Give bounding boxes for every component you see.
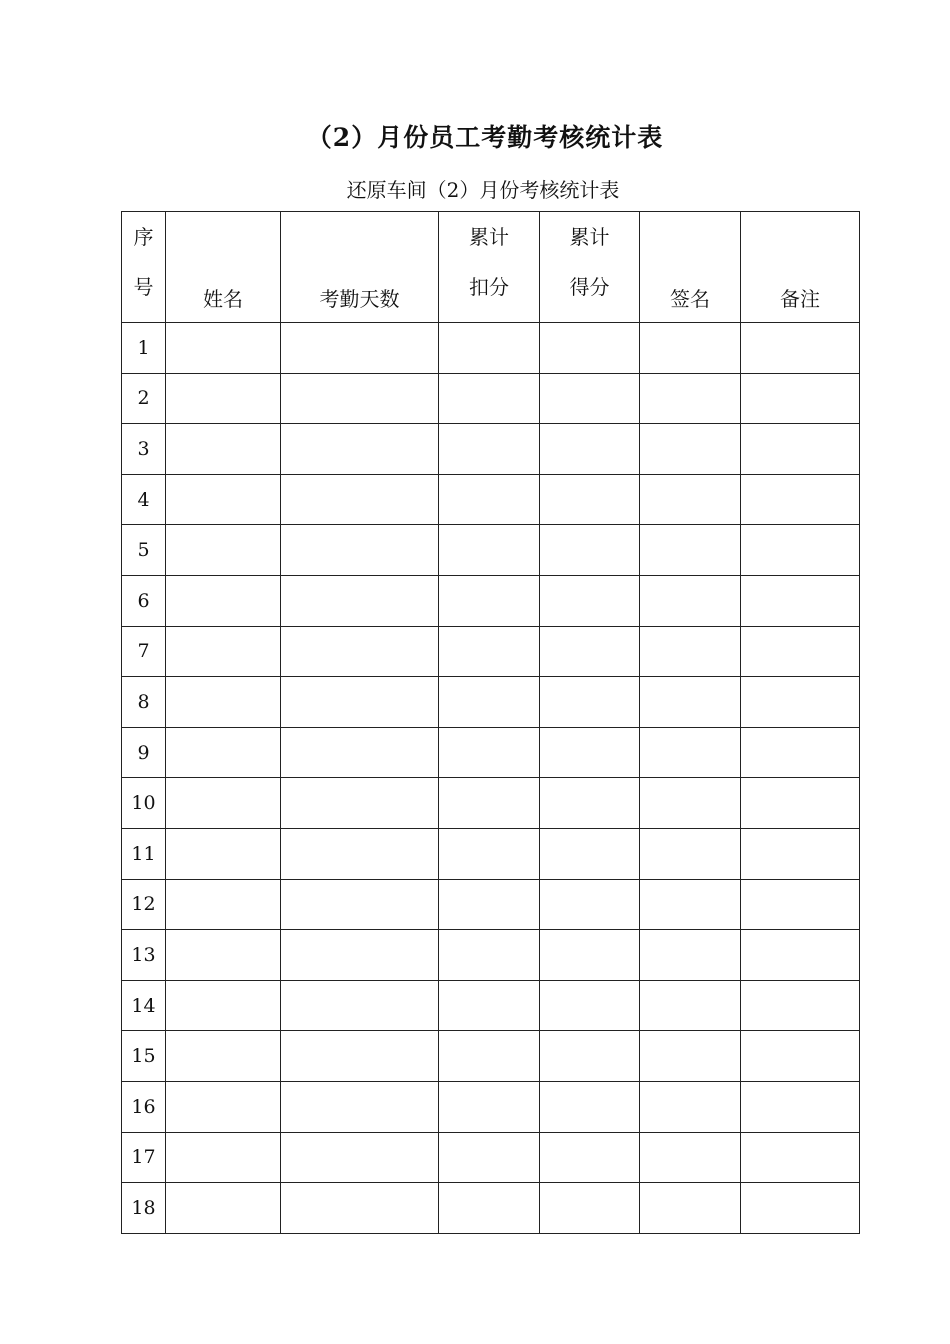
name-cell (166, 424, 281, 475)
attendance-days-cell (281, 373, 439, 424)
attendance-days-cell (281, 474, 439, 525)
remarks-cell (741, 575, 860, 626)
table-row (122, 1132, 860, 1183)
remarks-cell (741, 1081, 860, 1132)
header-seq (122, 212, 166, 323)
score-cell (540, 525, 640, 576)
name-cell (166, 980, 281, 1031)
deduction-cell (439, 323, 540, 374)
score-cell (540, 575, 640, 626)
signature-cell (640, 575, 741, 626)
deduction-cell (439, 626, 540, 677)
header-cumulative-deduction (439, 212, 540, 323)
table-row (122, 575, 860, 626)
attendance-days-cell (281, 626, 439, 677)
deduction-cell (439, 1132, 540, 1183)
header-remarks: 备注 (741, 212, 860, 323)
score-cell (540, 778, 640, 829)
signature-cell (640, 474, 741, 525)
score-cell (540, 879, 640, 930)
score-cell (540, 1081, 640, 1132)
header-attendance-days: 考勤天数 (281, 212, 439, 323)
attendance-days-cell (281, 980, 439, 1031)
signature-cell (640, 879, 741, 930)
deduction-cell (439, 474, 540, 525)
row-number-cell: 6 (122, 575, 166, 626)
remarks-cell (741, 323, 860, 374)
table-row (122, 1081, 860, 1132)
remarks-cell (741, 930, 860, 981)
score-cell (540, 828, 640, 879)
row-number-cell: 14 (122, 980, 166, 1031)
table-row (122, 828, 860, 879)
row-number-cell: 3 (122, 424, 166, 475)
header-signature: 签名 (640, 212, 741, 323)
signature-cell (640, 373, 741, 424)
header-score-line1: 累计 (569, 225, 610, 249)
signature-cell (640, 727, 741, 778)
attendance-table (121, 211, 860, 1234)
header-seq-line1: 序 (133, 225, 154, 249)
signature-cell (640, 980, 741, 1031)
name-cell (166, 575, 281, 626)
row-number-cell: 13 (122, 930, 166, 981)
score-cell (540, 1031, 640, 1082)
attendance-days-cell (281, 879, 439, 930)
attendance-days-cell (281, 424, 439, 475)
remarks-cell (741, 1183, 860, 1234)
deduction-cell (439, 575, 540, 626)
score-cell (540, 1183, 640, 1234)
name-cell (166, 373, 281, 424)
score-cell (540, 677, 640, 728)
score-cell (540, 373, 640, 424)
signature-cell (640, 778, 741, 829)
signature-cell (640, 828, 741, 879)
deduction-cell (439, 1081, 540, 1132)
name-cell (166, 727, 281, 778)
deduction-cell (439, 1183, 540, 1234)
row-number-cell: 8 (122, 677, 166, 728)
attendance-days-cell (281, 930, 439, 981)
deduction-cell (439, 727, 540, 778)
table-row (122, 474, 860, 525)
table-row (122, 930, 860, 981)
attendance-days-cell (281, 1081, 439, 1132)
score-cell (540, 626, 640, 677)
header-deduct-line2: 扣分 (469, 275, 509, 299)
deduction-cell (439, 879, 540, 930)
row-number-cell: 4 (122, 474, 166, 525)
deduction-cell (439, 1031, 540, 1082)
table-row (122, 626, 860, 677)
remarks-cell (741, 1132, 860, 1183)
attendance-days-cell (281, 525, 439, 576)
name-cell (166, 323, 281, 374)
row-number-cell: 15 (122, 1031, 166, 1082)
row-number-cell: 1 (122, 323, 166, 374)
name-cell (166, 474, 281, 525)
signature-cell (640, 930, 741, 981)
remarks-cell (741, 778, 860, 829)
signature-cell (640, 424, 741, 475)
score-cell (540, 1132, 640, 1183)
remarks-cell (741, 373, 860, 424)
score-cell (540, 930, 640, 981)
table-row (122, 727, 860, 778)
table-row (122, 677, 860, 728)
name-cell (166, 930, 281, 981)
row-number-cell: 11 (122, 828, 166, 879)
row-number-cell: 17 (122, 1132, 166, 1183)
name-cell (166, 1081, 281, 1132)
remarks-cell (741, 879, 860, 930)
table-row (122, 424, 860, 475)
header-name: 姓名 (166, 212, 281, 323)
table-header-row (122, 212, 860, 323)
deduction-cell (439, 980, 540, 1031)
row-number-cell: 5 (122, 525, 166, 576)
remarks-cell (741, 980, 860, 1031)
table-row (122, 373, 860, 424)
attendance-days-cell (281, 575, 439, 626)
table-row (122, 323, 860, 374)
name-cell (166, 778, 281, 829)
signature-cell (640, 1132, 741, 1183)
header-score-line2: 得分 (569, 275, 610, 299)
row-number-cell: 16 (122, 1081, 166, 1132)
deduction-cell (439, 778, 540, 829)
remarks-cell (741, 727, 860, 778)
score-cell (540, 980, 640, 1031)
table-row (122, 525, 860, 576)
table-row (122, 1183, 860, 1234)
attendance-days-cell (281, 323, 439, 374)
row-number-cell: 2 (122, 373, 166, 424)
name-cell (166, 1031, 281, 1082)
signature-cell (640, 525, 741, 576)
remarks-cell (741, 1031, 860, 1082)
deduction-cell (439, 677, 540, 728)
attendance-days-cell (281, 727, 439, 778)
table-row (122, 879, 860, 930)
row-number-cell: 7 (122, 626, 166, 677)
row-number-cell: 9 (122, 727, 166, 778)
table-row (122, 1031, 860, 1082)
table-row (122, 980, 860, 1031)
name-cell (166, 626, 281, 677)
remarks-cell (741, 626, 860, 677)
signature-cell (640, 1031, 741, 1082)
name-cell (166, 677, 281, 728)
deduction-cell (439, 373, 540, 424)
row-number-cell: 12 (122, 879, 166, 930)
score-cell (540, 424, 640, 475)
deduction-cell (439, 424, 540, 475)
deduction-cell (439, 828, 540, 879)
table-caption: 还原车间（2）月份考核统计表 (346, 178, 620, 202)
signature-cell (640, 677, 741, 728)
remarks-cell (741, 677, 860, 728)
header-deduct-line1: 累计 (469, 225, 509, 249)
signature-cell (640, 1081, 741, 1132)
attendance-days-cell (281, 1031, 439, 1082)
name-cell (166, 525, 281, 576)
signature-cell (640, 323, 741, 374)
name-cell (166, 879, 281, 930)
attendance-days-cell (281, 677, 439, 728)
deduction-cell (439, 525, 540, 576)
signature-cell (640, 626, 741, 677)
deduction-cell (439, 930, 540, 981)
attendance-days-cell (281, 1132, 439, 1183)
remarks-cell (741, 424, 860, 475)
name-cell (166, 1183, 281, 1234)
page-title: （2）月份员工考勤考核统计表 (306, 123, 664, 152)
attendance-days-cell (281, 828, 439, 879)
row-number-cell: 18 (122, 1183, 166, 1234)
name-cell (166, 828, 281, 879)
score-cell (540, 474, 640, 525)
table-row (122, 778, 860, 829)
name-cell (166, 1132, 281, 1183)
remarks-cell (741, 828, 860, 879)
header-cumulative-score (540, 212, 640, 323)
score-cell (540, 727, 640, 778)
remarks-cell (741, 474, 860, 525)
remarks-cell (741, 525, 860, 576)
attendance-days-cell (281, 1183, 439, 1234)
score-cell (540, 323, 640, 374)
row-number-cell: 10 (122, 778, 166, 829)
attendance-days-cell (281, 778, 439, 829)
signature-cell (640, 1183, 741, 1234)
header-seq-line2: 号 (133, 275, 154, 299)
